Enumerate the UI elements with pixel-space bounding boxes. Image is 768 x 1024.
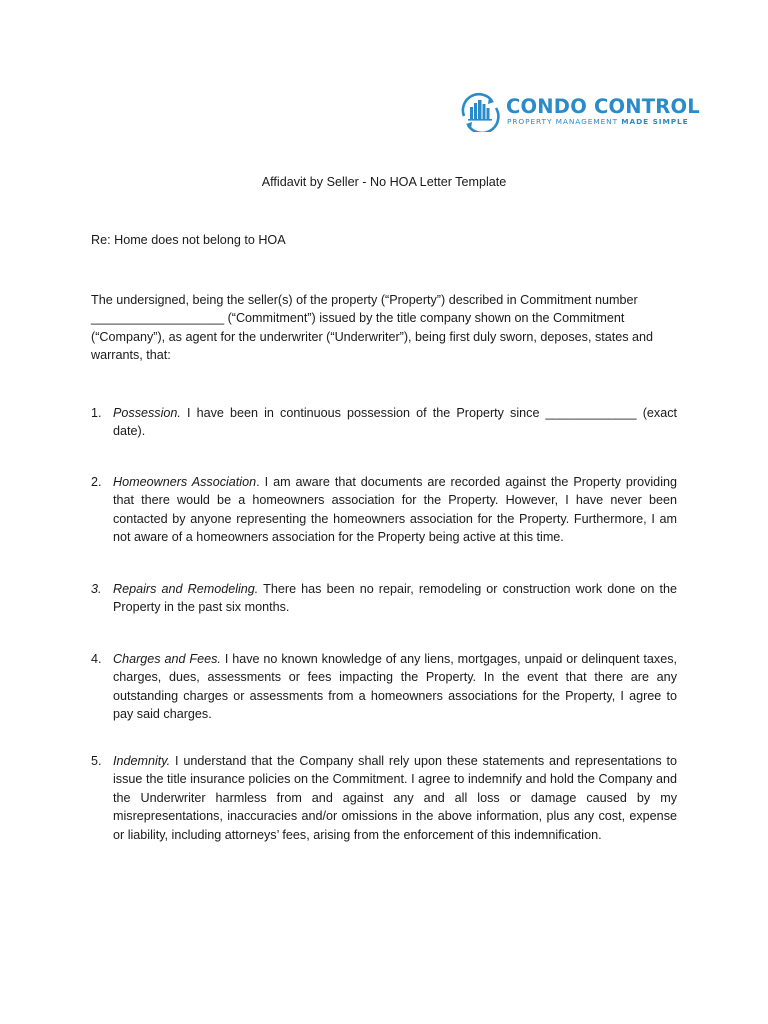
item-heading: Repairs and Remodeling. [113,582,259,596]
logo-tagline [507,117,689,126]
item-heading: Possession. [113,406,181,420]
item-heading: Indemnity. [113,754,171,768]
building-logo-icon [458,92,502,132]
item-text: I have been in continuous possession of the Property since _____________ (exact date). [113,406,677,439]
item-heading: Charges and Fees. [113,652,221,666]
document-title: Affidavit by Seller - No HOA Letter Template [261,175,507,189]
list-number: 4. [91,652,102,666]
list-item-repairs [91,580,677,617]
list-number: 2. [91,475,102,489]
item-text: I understand that the Company shall rely upon these statements and representations to issue the title insurance policies on the Commitment. I agree to indemnify and hold the Company and the Underwriter harmless from and against any and all loss or damage caused by my misrepresentations, inaccuracies and/or omissions in the above information, plus any cost, expense or liability, including attorneys’ fees, arising from the enforcement of this indemnification. [113,754,677,842]
logo-tagline-b: MADE SIMPLE [621,117,689,126]
item-heading: Homeowners Association [113,475,257,489]
company-logo [458,92,700,132]
list-number: 1. [91,406,102,420]
list-item-indemnity [91,752,677,844]
list-number: 3. [91,582,102,596]
item-text: I have no known knowledge of any liens, mortgages, unpaid or delinquent taxes, charges, dues, assessments or fees impacting the Property. In the event that there are any outstanding charges or assessments from a homeowners associations for the Property, I agree to pay said charges. [113,652,678,722]
item-text: There has been no repair, remodeling or construction work done on the Property in the past six months. [113,582,677,615]
list-item-homeowners-association [91,473,677,547]
logo-wordmark: CONDO CONTROL [506,95,700,118]
list-item-charges [91,650,677,724]
logo-tagline-a: PROPERTY MANAGEMENT [507,117,622,126]
re-line: Re: Home does not belong to HOA [91,233,286,247]
list-item-possession [91,404,677,441]
item-text: . I am aware that documents are recorded against the Property providing that there would be a homeowners association for the Property. However, I have never been contacted by anyone representing the homeowners association for the Property. Furthermore, I am not aware of a homeowners association for the Property being active at this time. [113,475,677,545]
intro-paragraph: The undersigned, being the seller(s) of the property (“Property”) described in Commitment number ___________________ (“Commitment”) issued by the title company shown on the Commitment (“Company”), as agent for the underwriter (“Underwriter”), being first duly sworn, deposes, states and warrants, that: [91,293,654,363]
list-number: 5. [91,754,102,768]
